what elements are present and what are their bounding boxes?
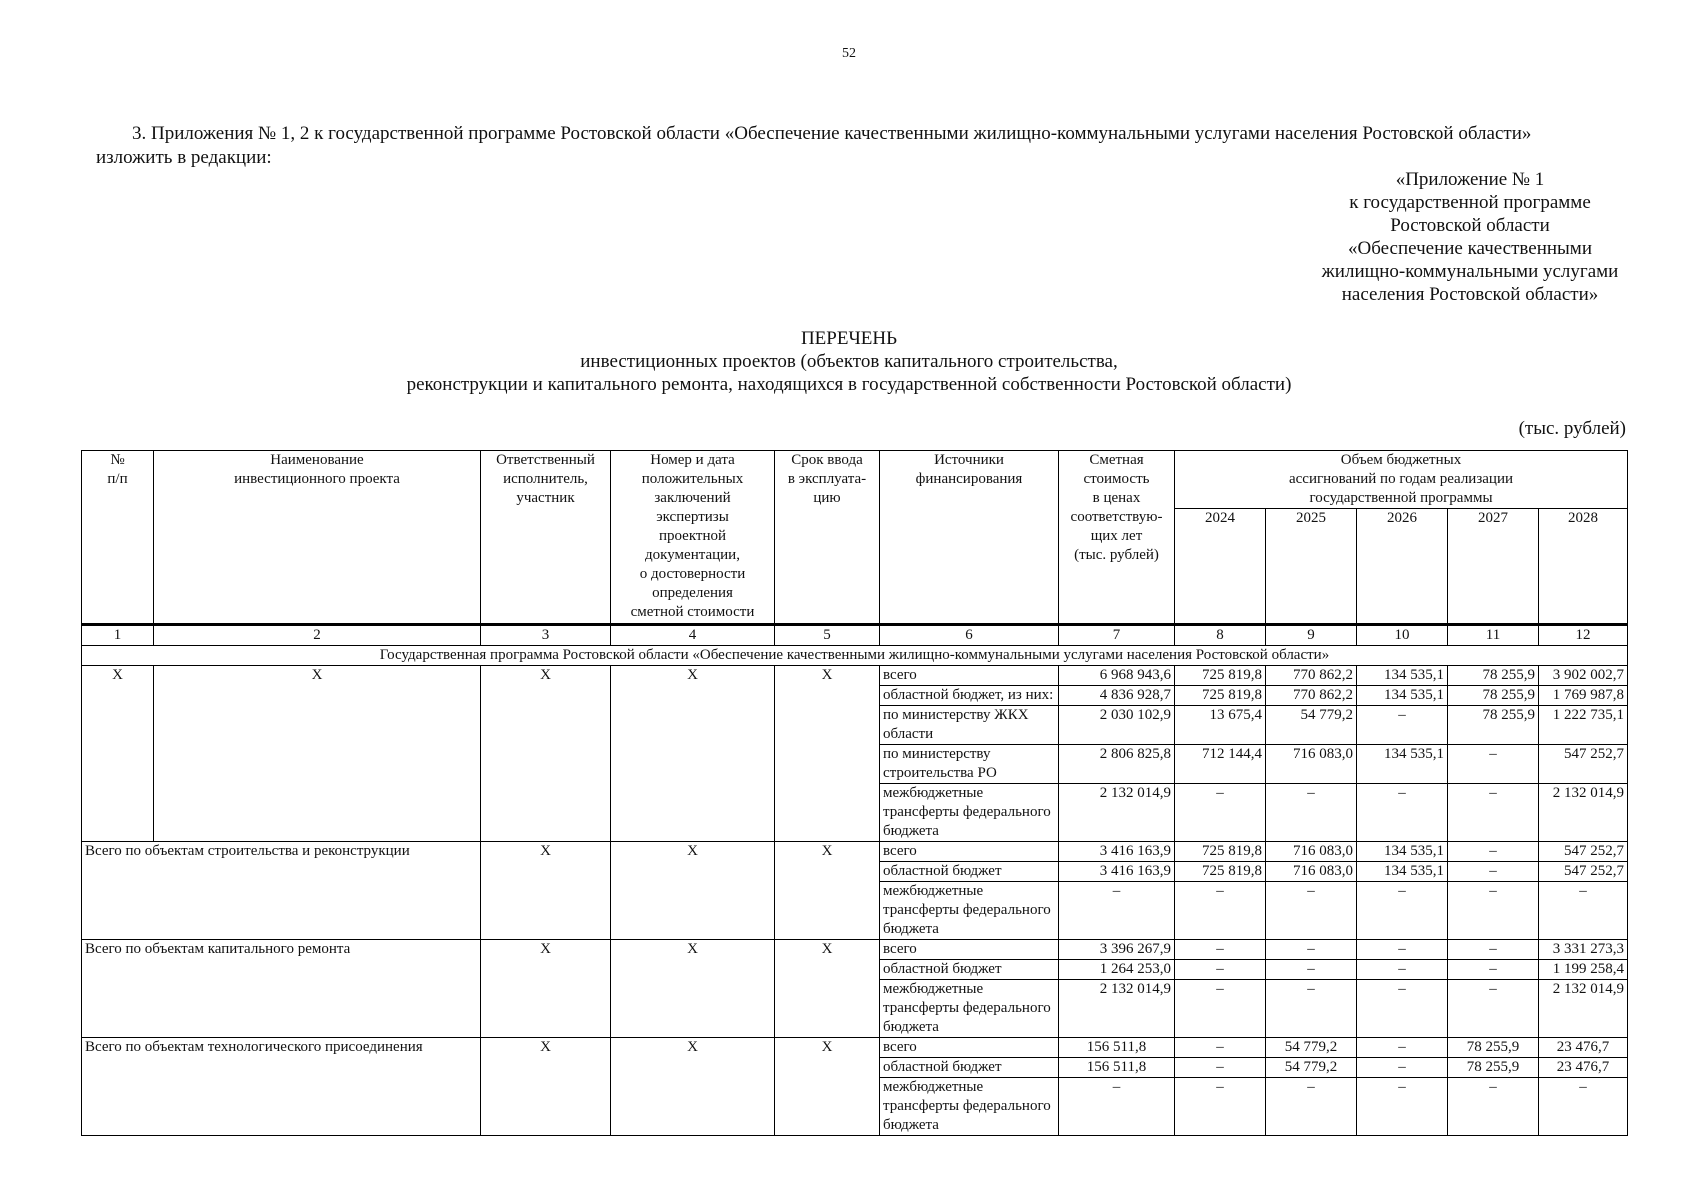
cell-year: – xyxy=(1175,1078,1266,1136)
column-index: 1 xyxy=(82,625,154,646)
cell-year: – xyxy=(1175,1058,1266,1078)
cell-year: 3 902 002,7 xyxy=(1539,666,1628,686)
cell-year: – xyxy=(1448,1078,1539,1136)
header-year: 2026 xyxy=(1357,509,1448,625)
cell-cost: 156 511,8 xyxy=(1059,1038,1175,1058)
cell-year: 134 535,1 xyxy=(1357,862,1448,882)
cell-group-name: Всего по объектам капитального ремонта xyxy=(82,940,481,1038)
cell-expertise: Х xyxy=(611,666,775,842)
cell-year: 134 535,1 xyxy=(1357,666,1448,686)
cell-year: 54 779,2 xyxy=(1266,1038,1357,1058)
cell-year: – xyxy=(1448,980,1539,1038)
cell-source: областной бюджет xyxy=(880,960,1059,980)
cell-year: – xyxy=(1357,1078,1448,1136)
cell-num: Х xyxy=(82,666,154,842)
cell-year: 1 199 258,4 xyxy=(1539,960,1628,980)
cell-cost: 2 030 102,9 xyxy=(1059,706,1175,745)
cell-year: 3 331 273,3 xyxy=(1539,940,1628,960)
header-year: 2025 xyxy=(1266,509,1357,625)
cell-year: – xyxy=(1357,784,1448,842)
cell-year: 725 819,8 xyxy=(1175,686,1266,706)
cell-year: 78 255,9 xyxy=(1448,666,1539,686)
appendix-line: населения Ростовской области» xyxy=(1341,284,1599,305)
page-number: 52 xyxy=(842,46,856,61)
table-row xyxy=(82,666,1628,686)
cell-year: 1 222 735,1 xyxy=(1539,706,1628,745)
appendix-line: «Приложение № 1 xyxy=(1395,169,1545,190)
header-year: 2027 xyxy=(1448,509,1539,625)
header-num: № п/п xyxy=(82,451,154,625)
cell-name: Х xyxy=(154,666,481,842)
cell-group-name: Всего по объектам технологического присоединения xyxy=(82,1038,481,1136)
intro-paragraph: 3. Приложения № 1, 2 к государственной программе Ростовской области «Обеспечение качественными жилищно-коммунальными услугами населения Ростовской области» xyxy=(132,123,1532,144)
cell-year: – xyxy=(1357,706,1448,745)
cell-year: – xyxy=(1357,960,1448,980)
intro-text xyxy=(96,122,1636,170)
cell-year: 78 255,9 xyxy=(1448,1038,1539,1058)
cell-term: Х xyxy=(775,666,880,842)
cell-cost: – xyxy=(1059,882,1175,940)
cell-year: 78 255,9 xyxy=(1448,1058,1539,1078)
cell-year: – xyxy=(1175,1038,1266,1058)
cell-year: 716 083,0 xyxy=(1266,842,1357,862)
cell-year: – xyxy=(1539,882,1628,940)
cell-year: 23 476,7 xyxy=(1539,1058,1628,1078)
cell-year: – xyxy=(1266,980,1357,1038)
column-index: 10 xyxy=(1357,625,1448,646)
cell-expertise: Х xyxy=(611,940,775,1038)
cell-cost: 1 264 253,0 xyxy=(1059,960,1175,980)
column-index: 3 xyxy=(481,625,611,646)
heading-title: ПЕРЕЧЕНЬ xyxy=(800,328,898,349)
cell-source: областной бюджет xyxy=(880,862,1059,882)
cell-cost: 3 416 163,9 xyxy=(1059,862,1175,882)
cell-year: – xyxy=(1266,960,1357,980)
column-index: 6 xyxy=(880,625,1059,646)
heading-line: инвестиционных проектов (объектов капитального строительства, xyxy=(580,351,1118,372)
cell-year: 78 255,9 xyxy=(1448,686,1539,706)
cell-year: 725 819,8 xyxy=(1175,666,1266,686)
cell-year: 712 144,4 xyxy=(1175,745,1266,784)
appendix-block xyxy=(1290,168,1650,306)
cell-year: 134 535,1 xyxy=(1357,686,1448,706)
column-index: 12 xyxy=(1539,625,1628,646)
cell-expertise: Х xyxy=(611,842,775,940)
cell-year: 54 779,2 xyxy=(1266,706,1357,745)
cell-source: всего xyxy=(880,842,1059,862)
header-cost: Сметная стоимость в ценах соответствую- щих лет (тыс. рублей) xyxy=(1059,451,1175,625)
cell-cost: 4 836 928,7 xyxy=(1059,686,1175,706)
header-term: Срок ввода в эксплуата- цию xyxy=(775,451,880,625)
cell-cost: – xyxy=(1059,1078,1175,1136)
cell-executor: Х xyxy=(481,666,611,842)
cell-year: – xyxy=(1175,960,1266,980)
cell-group-name: Всего по объектам строительства и реконструкции xyxy=(82,842,481,940)
appendix-line: Ростовской области xyxy=(1390,215,1550,236)
cell-year: 770 862,2 xyxy=(1266,686,1357,706)
cell-year: 547 252,7 xyxy=(1539,745,1628,784)
cell-year: – xyxy=(1357,1058,1448,1078)
cell-year: – xyxy=(1266,882,1357,940)
program-row xyxy=(82,646,1628,666)
column-index: 4 xyxy=(611,625,775,646)
column-index: 2 xyxy=(154,625,481,646)
cell-year: – xyxy=(1266,1078,1357,1136)
intro-continuation: изложить в редакции: xyxy=(96,147,272,168)
cell-source: областной бюджет xyxy=(880,1058,1059,1078)
units-label: (тыс. рублей) xyxy=(1518,418,1626,439)
cell-year: 1 769 987,8 xyxy=(1539,686,1628,706)
appendix-line: «Обеспечение качественными xyxy=(1347,238,1592,259)
appendix-line: к государственной программе xyxy=(1349,192,1591,213)
cell-year: 13 675,4 xyxy=(1175,706,1266,745)
table-row xyxy=(82,842,1628,862)
cell-year: 725 819,8 xyxy=(1175,842,1266,862)
cell-executor: Х xyxy=(481,940,611,1038)
table-row xyxy=(82,1038,1628,1058)
cell-year: – xyxy=(1266,784,1357,842)
cell-year: – xyxy=(1175,980,1266,1038)
header-sources: Источники финансирования xyxy=(880,451,1059,625)
cell-year: – xyxy=(1448,882,1539,940)
cell-year: 547 252,7 xyxy=(1539,862,1628,882)
cell-expertise: Х xyxy=(611,1038,775,1136)
cell-year: 725 819,8 xyxy=(1175,862,1266,882)
cell-year: 134 535,1 xyxy=(1357,842,1448,862)
cell-year: – xyxy=(1266,940,1357,960)
cell-source: всего xyxy=(880,1038,1059,1058)
cell-source: межбюджетные трансферты федерального бюджета xyxy=(880,882,1059,940)
header-volume: Объем бюджетных ассигнований по годам реализации государственной программы xyxy=(1175,451,1628,509)
cell-year: 54 779,2 xyxy=(1266,1058,1357,1078)
cell-cost: 2 132 014,9 xyxy=(1059,980,1175,1038)
cell-cost: 3 396 267,9 xyxy=(1059,940,1175,960)
cell-year: – xyxy=(1357,980,1448,1038)
cell-source: всего xyxy=(880,940,1059,960)
cell-year: – xyxy=(1175,940,1266,960)
cell-year: 78 255,9 xyxy=(1448,706,1539,745)
header-executor: Ответственный исполнитель, участник xyxy=(481,451,611,625)
cell-executor: Х xyxy=(481,1038,611,1136)
investment-projects-table xyxy=(81,450,1628,1136)
cell-year: – xyxy=(1448,960,1539,980)
cell-year: 716 083,0 xyxy=(1266,862,1357,882)
cell-year: – xyxy=(1448,862,1539,882)
cell-cost: 3 416 163,9 xyxy=(1059,842,1175,862)
column-index: 8 xyxy=(1175,625,1266,646)
cell-source: межбюджетные трансферты федерального бюджета xyxy=(880,980,1059,1038)
cell-year: 716 083,0 xyxy=(1266,745,1357,784)
column-index: 5 xyxy=(775,625,880,646)
cell-year: 2 132 014,9 xyxy=(1539,784,1628,842)
cell-executor: Х xyxy=(481,842,611,940)
header-name: Наименование инвестиционного проекта xyxy=(154,451,481,625)
column-index: 11 xyxy=(1448,625,1539,646)
cell-year: 2 132 014,9 xyxy=(1539,980,1628,1038)
cell-source: по министерству ЖКХ области xyxy=(880,706,1059,745)
cell-cost: 156 511,8 xyxy=(1059,1058,1175,1078)
cell-cost: 6 968 943,6 xyxy=(1059,666,1175,686)
document-heading xyxy=(0,327,1698,396)
cell-year: 547 252,7 xyxy=(1539,842,1628,862)
cell-year: – xyxy=(1448,842,1539,862)
cell-year: – xyxy=(1357,1038,1448,1058)
cell-year: 23 476,7 xyxy=(1539,1038,1628,1058)
column-index: 7 xyxy=(1059,625,1175,646)
program-title: Государственная программа Ростовской области «Обеспечение качественными жилищно-коммунальными услугами населения Ростовской области» xyxy=(82,646,1628,666)
header-year: 2028 xyxy=(1539,509,1628,625)
cell-year: – xyxy=(1448,940,1539,960)
table-row xyxy=(82,940,1628,960)
cell-term: Х xyxy=(775,842,880,940)
cell-year: – xyxy=(1175,784,1266,842)
column-index: 9 xyxy=(1266,625,1357,646)
cell-year: 134 535,1 xyxy=(1357,745,1448,784)
cell-source: по министерству строительства РО xyxy=(880,745,1059,784)
cell-cost: 2 132 014,9 xyxy=(1059,784,1175,842)
cell-year: – xyxy=(1175,882,1266,940)
cell-term: Х xyxy=(775,1038,880,1136)
cell-year: – xyxy=(1357,940,1448,960)
cell-year: – xyxy=(1448,784,1539,842)
header-expertise: Номер и дата положительных заключений экспертизы проектной документации, о достоверности определения сметной стоимости xyxy=(611,451,775,625)
cell-year: 770 862,2 xyxy=(1266,666,1357,686)
heading-line: реконструкции и капитального ремонта, находящихся в государственной собственности Ростовской области) xyxy=(406,374,1292,395)
cell-year: – xyxy=(1357,882,1448,940)
cell-source: областной бюджет, из них: xyxy=(880,686,1059,706)
header-row xyxy=(82,451,1628,509)
cell-year: – xyxy=(1448,745,1539,784)
cell-source: межбюджетные трансферты федерального бюджета xyxy=(880,1078,1059,1136)
cell-term: Х xyxy=(775,940,880,1038)
cell-source: всего xyxy=(880,666,1059,686)
cell-year: – xyxy=(1539,1078,1628,1136)
cell-cost: 2 806 825,8 xyxy=(1059,745,1175,784)
cell-source: межбюджетные трансферты федерального бюджета xyxy=(880,784,1059,842)
header-year: 2024 xyxy=(1175,509,1266,625)
appendix-line: жилищно-коммунальными услугами xyxy=(1321,261,1619,282)
column-index-row xyxy=(82,625,1628,646)
